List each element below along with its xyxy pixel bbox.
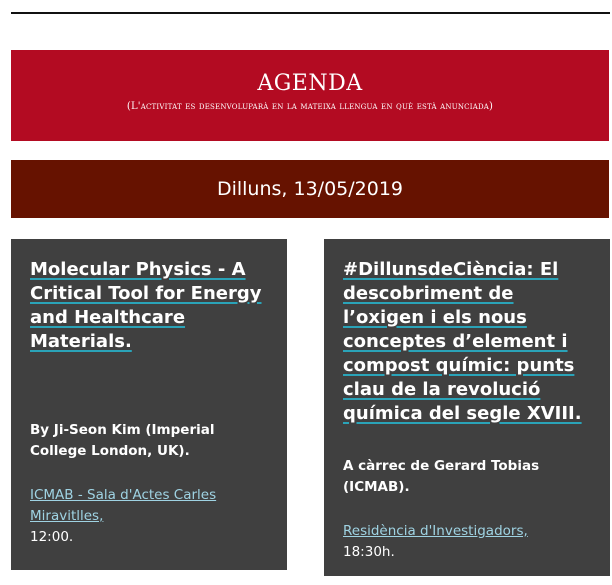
event-title-link[interactable] <box>30 258 273 354</box>
event-speaker: By Ji-Seon Kim (Imperial College London, UK). <box>30 422 215 459</box>
event-title-text[interactable]: Molecular Physics - A Critical Tool for Energy and Healthcare Materials. <box>30 259 262 352</box>
event-title-text[interactable]: #DillunsdeCiència: El descobriment de l’oxigen i els nous conceptes d’element i compost químic: punts clau de la revolució química del segle XVIII. <box>343 259 582 424</box>
agenda-subtitle: (L'activitat es desenvoluparà en la mateixa llengua en què està anunciada) <box>126 101 494 112</box>
event-time: 18:30h. <box>343 544 395 560</box>
agenda-title: AGENDA <box>257 71 363 96</box>
top-divider <box>11 12 610 14</box>
event-speaker: A càrrec de Gerard Tobias (ICMAB). <box>343 458 540 495</box>
event-card-dilluns-de-ciencia <box>324 239 610 576</box>
event-title-link[interactable] <box>343 258 594 426</box>
event-location <box>343 521 594 563</box>
event-location <box>30 485 273 548</box>
date-header: Dilluns, 13/05/2019 <box>11 160 609 218</box>
event-location-link[interactable]: Residència d'Investigadors, <box>343 523 528 539</box>
agenda-banner <box>11 50 609 141</box>
event-time: 12:00. <box>30 529 74 545</box>
event-location-link[interactable]: ICMAB - Sala d'Actes Carles Miravitlles, <box>30 487 217 524</box>
event-card-molecular-physics <box>11 239 287 570</box>
